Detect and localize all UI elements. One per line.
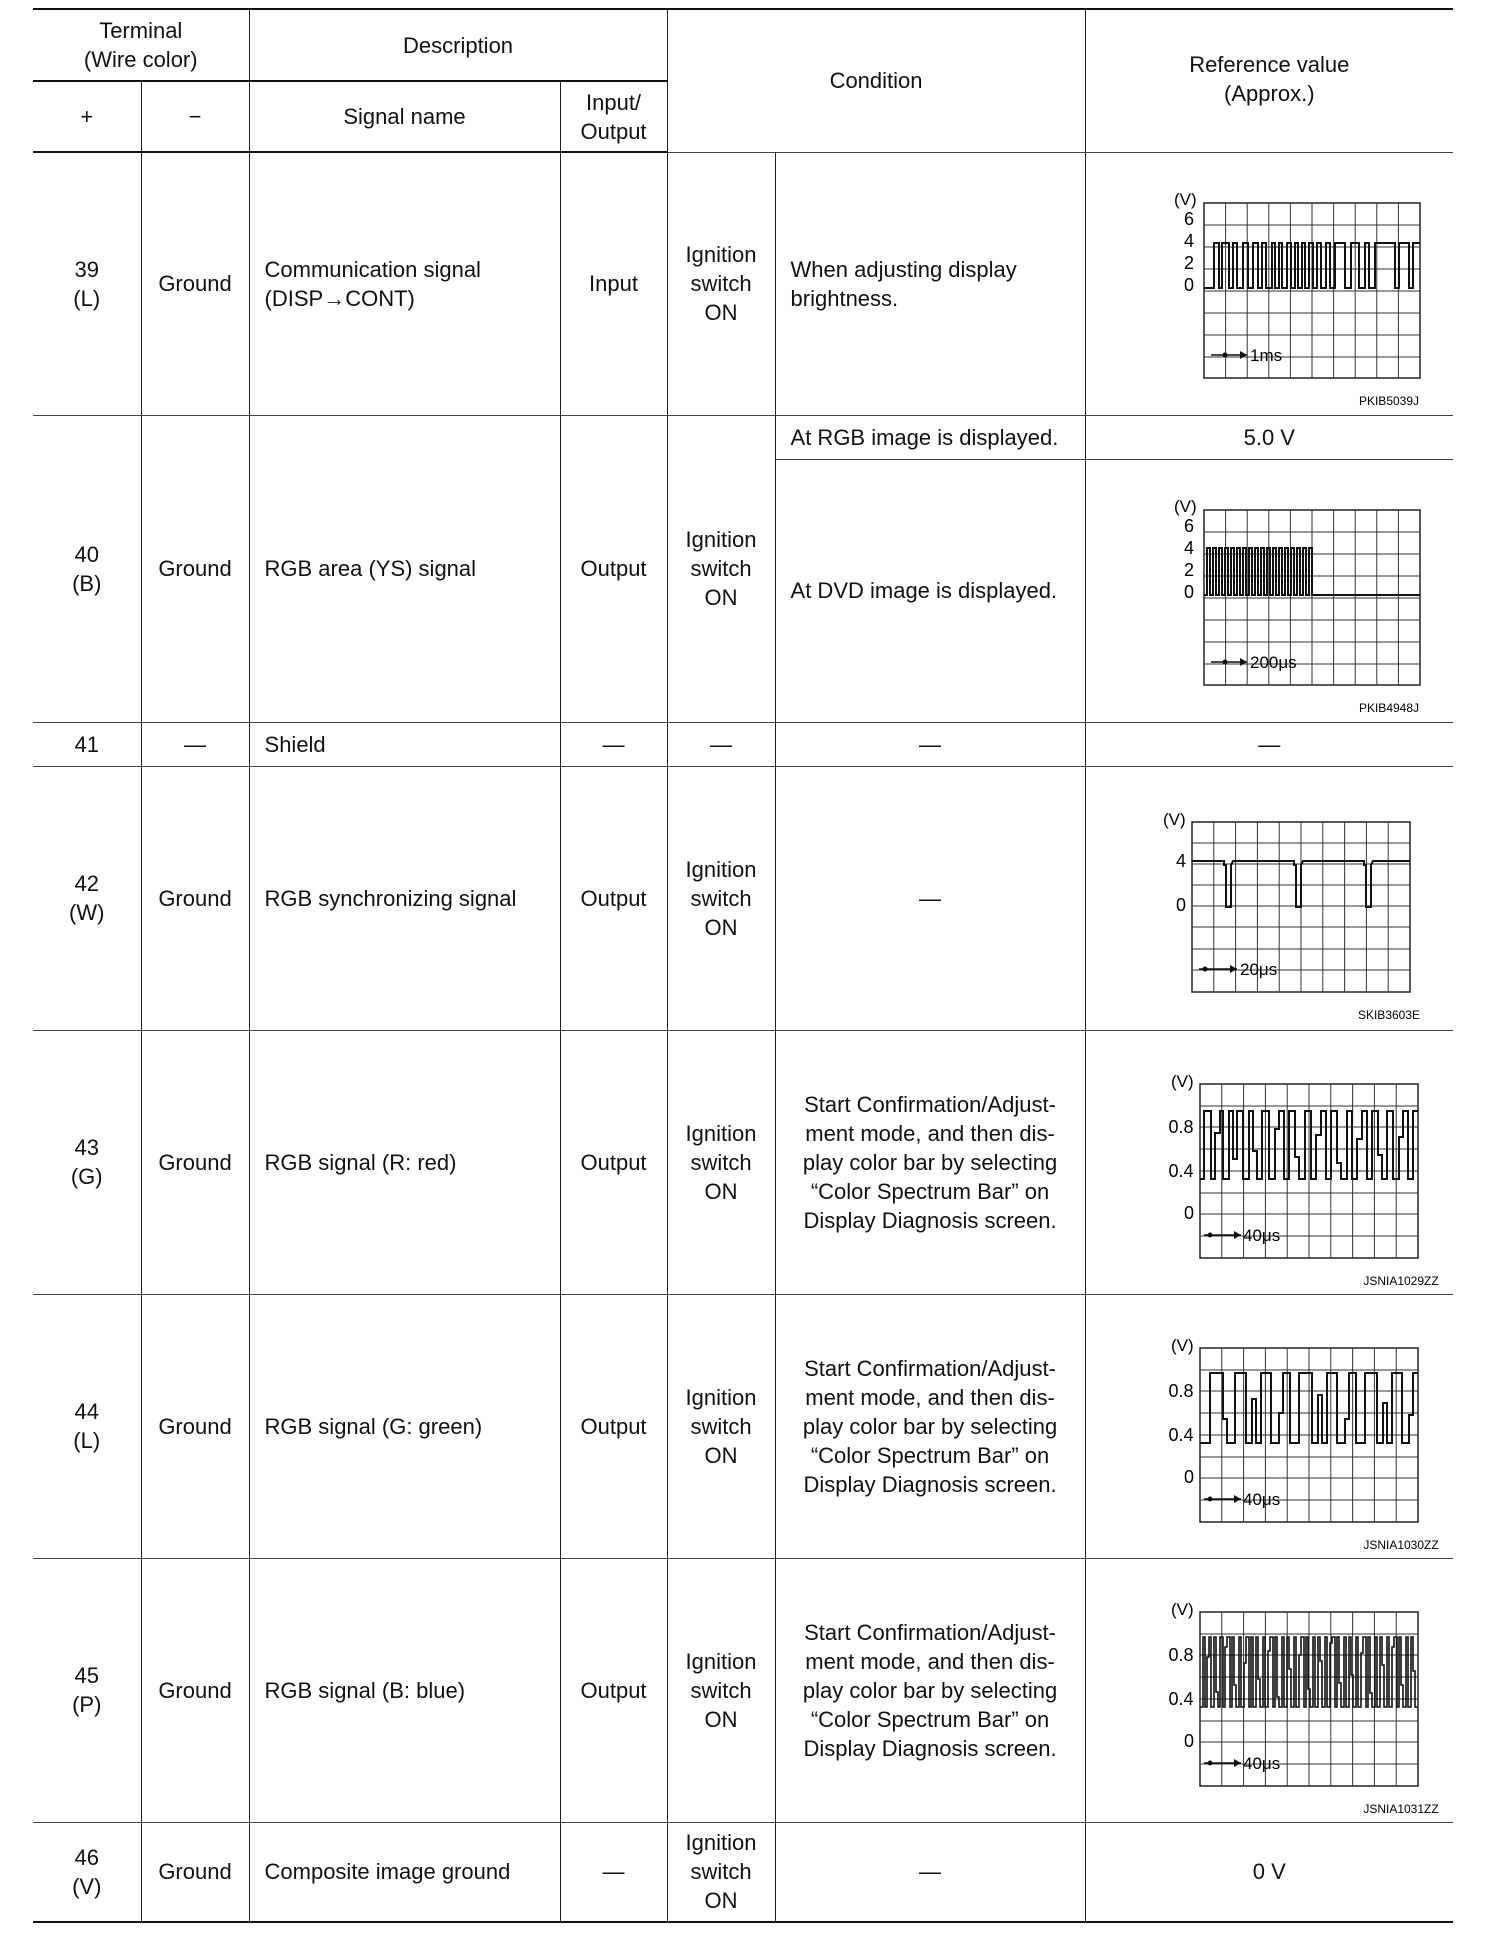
table-row [33,722,1453,766]
header-input-output: Input/ Output [560,81,667,152]
scope-grid [1204,203,1420,378]
input-output: Output [560,1030,667,1294]
signal-name: RGB signal (G: green) [249,1294,560,1558]
scope-tick-label: 6 [1184,208,1195,229]
scope-tick-label: 0.4 [1168,1425,1194,1445]
arrow-tail-icon [1203,967,1208,972]
arrow-tail-icon [1208,1233,1213,1238]
header-description: Description [249,9,667,81]
arrow-head-icon [1234,1495,1241,1503]
ignition-switch-state: Ignition switch ON [667,1822,775,1922]
scope-tick-label: 2 [1184,559,1195,580]
scope-tick-label: 0.4 [1168,1689,1194,1709]
scope-grid [1204,510,1420,685]
terminal-number: 44 (L) [33,1294,141,1558]
terminal-number: 40 (B) [33,415,141,722]
oscilloscope-waveform [1119,468,1419,718]
signal-name: Communication signal (DISP→CONT) [249,152,560,415]
figure-code: PKIB5039J [1359,393,1420,408]
condition-text: — [775,1822,1085,1922]
ignition-switch-state: Ignition switch ON [667,152,775,415]
scope-time-scale: 1ms [1250,345,1283,365]
terminal-number: 42 (W) [33,766,141,1030]
terminal-number: 39 (L) [33,152,141,415]
input-output: Output [560,1294,667,1558]
input-output: — [560,1822,667,1922]
condition-text: — [775,722,1085,766]
ignition-switch-state: Ignition switch ON [667,766,775,1030]
waveform-trace [1204,243,1420,288]
header-signal-name: Signal name [249,81,560,152]
ground-terminal: Ground [141,766,249,1030]
scope-unit-label: (V) [1163,810,1186,829]
arrow-head-icon [1240,658,1247,666]
terminal-number: 45 (P) [33,1558,141,1822]
signal-name: RGB synchronizing signal [249,766,560,1030]
reference-value [1085,1030,1453,1294]
signal-name: RGB signal (R: red) [249,1030,560,1294]
reference-value [1085,766,1453,1030]
terminal-number: 46 (V) [33,1822,141,1922]
scope-tick-label: 4 [1176,851,1187,871]
terminal-number: 43 (G) [33,1030,141,1294]
figure-code: JSNIA1030ZZ [1363,1538,1439,1552]
scope-time-scale: 40μs [1243,1754,1281,1773]
reference-value: — [1085,722,1453,766]
condition-text: When adjusting display brightness. [775,152,1085,415]
figure-code: JSNIA1031ZZ [1363,1802,1439,1816]
scope-tick-label: 0 [1184,581,1195,602]
figure-code: PKIB4948J [1359,700,1420,715]
scope-time-scale: 40μs [1243,1490,1281,1509]
condition-text: — [775,766,1085,1030]
scope-unit-label: (V) [1171,1600,1194,1619]
waveform-trace [1204,548,1420,595]
ground-terminal: Ground [141,152,249,415]
table-row [33,152,1453,415]
signal-name: RGB area (YS) signal [249,415,560,722]
scope-unit-label: (V) [1171,1072,1194,1091]
oscilloscope-waveform [1119,1039,1439,1289]
ignition-switch-state: Ignition switch ON [667,415,775,722]
ignition-switch-state: Ignition switch ON [667,1030,775,1294]
arrow-head-icon [1234,1231,1241,1239]
table-row [33,1558,1453,1822]
ignition-switch-state: — [667,722,775,766]
ground-terminal: Ground [141,1294,249,1558]
scope-tick-label: 0 [1184,1731,1195,1751]
table-row [33,1030,1453,1294]
scope-unit-label: (V) [1174,496,1197,516]
waveform-trace [1192,861,1410,907]
scope-time-scale: 200μs [1250,652,1297,672]
ground-terminal: Ground [141,1030,249,1294]
signal-name: RGB signal (B: blue) [249,1558,560,1822]
scope-tick-label: 0.8 [1168,1117,1194,1137]
scope-unit-label: (V) [1174,189,1197,209]
ground-terminal: — [141,722,249,766]
scope-tick-label: 4 [1184,230,1195,251]
condition-text: Start Confirmation/Adjust- ment mode, and then dis- play color bar by selecting “Color Spectrum Bar” on Display Diagnosis screen. [775,1030,1085,1294]
scope-tick-label: 0.4 [1168,1161,1194,1181]
signal-name: Composite image ground [249,1822,560,1922]
arrow-head-icon [1234,1759,1241,1767]
scope-grid [1200,1348,1418,1522]
table-row [33,1822,1453,1922]
scope-tick-label: 2 [1184,252,1195,273]
figure-code: SKIB3603E [1358,1008,1421,1022]
table-row [33,1294,1453,1558]
scope-tick-label: 6 [1184,515,1195,536]
reference-value [1085,459,1453,722]
scope-tick-label: 0.8 [1168,1645,1194,1665]
condition-text: At DVD image is displayed. [775,459,1085,722]
scope-tick-label: 0 [1176,895,1187,915]
terminal-spec-table [33,8,1453,1923]
header-plus: + [33,81,141,152]
ground-terminal: Ground [141,415,249,722]
condition-text: At RGB image is displayed. [775,415,1085,459]
arrow-tail-icon [1208,1497,1213,1502]
oscilloscope-waveform [1119,1567,1439,1817]
reference-value [1085,1294,1453,1558]
arrow-tail-icon [1223,352,1228,357]
reference-value [1085,152,1453,415]
terminal-number: 41 [33,722,141,766]
header-reference-value: Reference value (Approx.) [1085,9,1453,152]
input-output: Output [560,415,667,722]
condition-text: Start Confirmation/Adjust- ment mode, and then dis- play color bar by selecting “Color Spectrum Bar” on Display Diagnosis screen. [775,1294,1085,1558]
header-terminal: Terminal (Wire color) [33,9,249,81]
input-output: — [560,722,667,766]
condition-text: Start Confirmation/Adjust- ment mode, and then dis- play color bar by selecting “Color Spectrum Bar” on Display Diagnosis screen. [775,1558,1085,1822]
reference-value: 0 V [1085,1822,1453,1922]
ignition-switch-state: Ignition switch ON [667,1558,775,1822]
input-output: Input [560,152,667,415]
header-minus: − [141,81,249,152]
ground-terminal: Ground [141,1822,249,1922]
figure-code: JSNIA1029ZZ [1363,1274,1439,1288]
oscilloscope-waveform [1119,775,1419,1025]
signal-name: Shield [249,722,560,766]
table-row [33,766,1453,1030]
arrow-tail-icon [1223,659,1228,664]
scope-tick-label: 0 [1184,274,1195,295]
scope-time-scale: 20μs [1240,960,1278,979]
ignition-switch-state: Ignition switch ON [667,1294,775,1558]
input-output: Output [560,1558,667,1822]
arrow-tail-icon [1208,1761,1213,1766]
reference-value [1085,1558,1453,1822]
scope-time-scale: 40μs [1243,1226,1281,1245]
scope-tick-label: 4 [1184,537,1195,558]
arrow-head-icon [1240,351,1247,359]
oscilloscope-waveform [1119,161,1419,411]
scope-tick-label: 0 [1184,1203,1195,1223]
scope-unit-label: (V) [1171,1336,1194,1355]
ground-terminal: Ground [141,1558,249,1822]
input-output: Output [560,766,667,1030]
table-row [33,415,1453,459]
reference-value: 5.0 V [1085,415,1453,459]
oscilloscope-waveform [1119,1303,1439,1553]
scope-tick-label: 0.8 [1168,1381,1194,1401]
scope-tick-label: 0 [1184,1467,1195,1487]
header-condition: Condition [667,9,1085,152]
